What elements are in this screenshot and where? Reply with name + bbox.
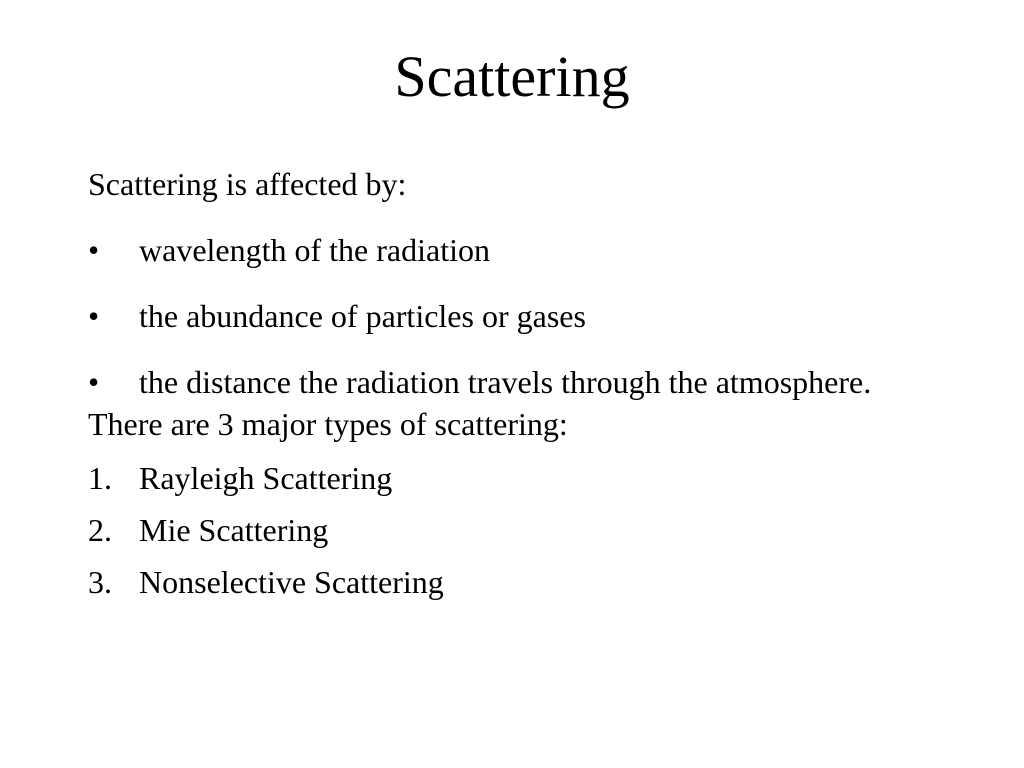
bullet-item	[88, 364, 928, 400]
number-marker: 3.	[88, 564, 112, 600]
intro-text: Scattering is affected by:	[88, 166, 407, 202]
numbered-item	[88, 564, 928, 600]
slide-body	[88, 166, 928, 616]
bullet-marker: •	[88, 364, 100, 400]
numbered-text: Mie Scattering	[139, 512, 329, 548]
bullet-marker: •	[88, 298, 100, 334]
bullet-list	[88, 232, 928, 400]
bullet-item	[88, 232, 928, 268]
numbered-text: Rayleigh Scattering	[139, 460, 393, 496]
bullet-marker: •	[88, 232, 100, 268]
number-marker: 1.	[88, 460, 112, 496]
numbered-list	[88, 460, 928, 600]
numbered-item	[88, 460, 928, 496]
slide-title: Scattering	[394, 44, 630, 109]
bullet-text: the distance the radiation travels through the atmosphere.	[139, 364, 872, 400]
numbered-text: Nonselective Scattering	[139, 564, 444, 600]
bullet-item	[88, 298, 928, 334]
types-intro-text: There are 3 major types of scattering:	[88, 406, 568, 442]
bullet-text: the abundance of particles or gases	[139, 298, 586, 334]
numbered-item	[88, 512, 928, 548]
number-marker: 2.	[88, 512, 112, 548]
bullet-text: wavelength of the radiation	[139, 232, 490, 268]
